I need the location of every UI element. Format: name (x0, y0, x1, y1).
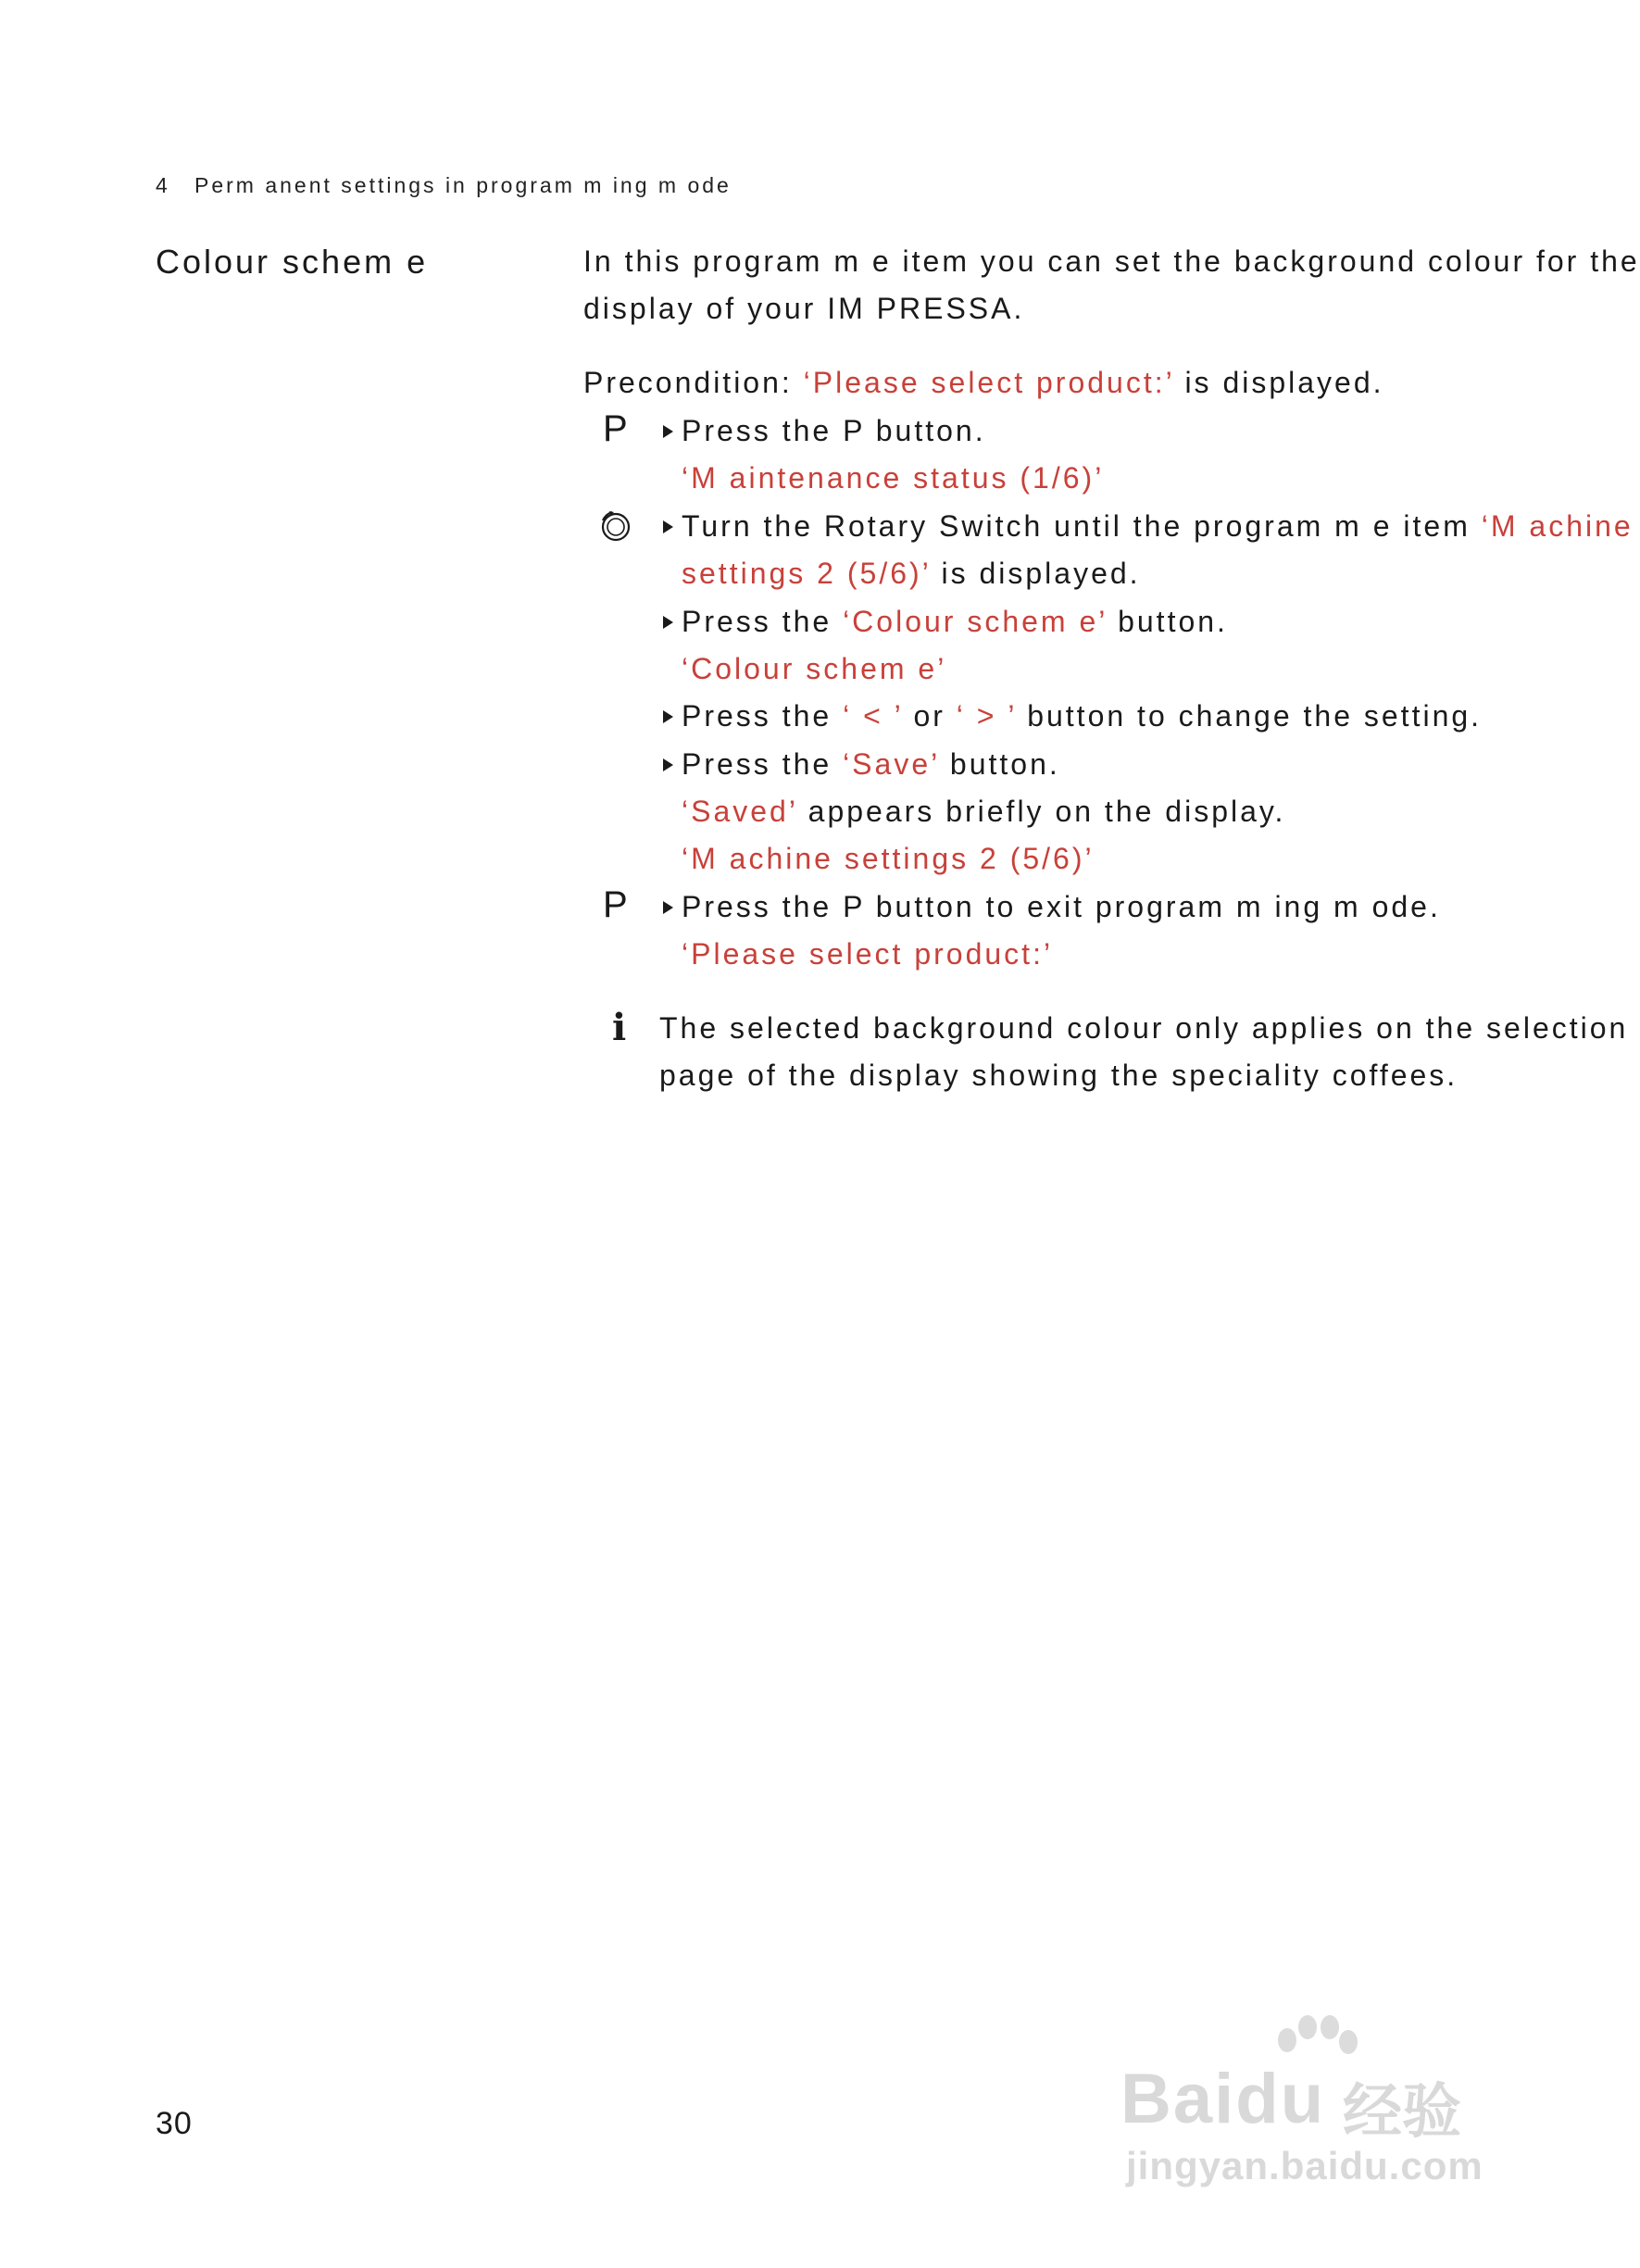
step-1-instruction: Press the P button. (663, 414, 986, 447)
step-5-result-2: ‘M achine settings 2 (5/6)’ (682, 842, 1095, 875)
step-4-instruction: Press the ‘ < ’ or ‘ > ’ button to change the setting. (663, 699, 1482, 733)
watermark-cn: 经验 (1343, 2078, 1461, 2147)
p-button-icon: P (603, 408, 628, 449)
note-line-2: page of the display showing the speciality coffees. (659, 1059, 1458, 1092)
watermark-url: jingyan.baidu.com (1126, 2144, 1484, 2187)
info-icon: i (612, 1006, 627, 1049)
precondition-suffix: is displayed. (1173, 366, 1384, 399)
bullet-arrow-icon (663, 520, 673, 533)
precondition-label: Precondition: (583, 366, 804, 399)
precondition-display: ‘Please select product:’ (803, 366, 1174, 399)
bullet-arrow-icon (663, 710, 673, 723)
step-3-instruction: Press the ‘Colour schem e’ button. (663, 605, 1228, 638)
chapter-number: 4 (156, 173, 170, 197)
step-1-result: ‘M aintenance status (1/6)’ (682, 461, 1105, 495)
p-button-icon: P (603, 884, 628, 925)
step-3-result: ‘Colour schem e’ (682, 652, 947, 685)
bullet-arrow-icon (663, 425, 673, 438)
note-line-1: The selected background colour only applies on the selection (659, 1011, 1629, 1045)
step-5-instruction: Press the ‘Save’ button. (663, 747, 1060, 781)
precondition (583, 366, 1384, 399)
section-title: Colour schem e (156, 243, 429, 281)
bullet-arrow-icon (663, 758, 673, 771)
step-6-result: ‘Please select product:’ (682, 937, 1054, 971)
step-5-result: ‘Saved’ appears briefly on the display. (682, 795, 1286, 828)
step-2-instruction: Turn the Rotary Switch until the program m e item ‘M achine (663, 509, 1634, 543)
rotary-switch-icon (597, 507, 634, 545)
chapter-title: Perm anent settings in program m ing m ode (194, 173, 732, 197)
step-2-instruction-cont: settings 2 (5/6)’ is displayed. (682, 557, 1141, 590)
page-number: 30 (156, 2106, 193, 2141)
watermark-brand: Baidu (1120, 2060, 1326, 2138)
intro-line-2: display of your IM PRESSA. (583, 292, 1025, 325)
baidu-watermark (1120, 2014, 1491, 2199)
intro-line-1: In this program m e item you can set the background colour for the (583, 244, 1640, 278)
bullet-arrow-icon (663, 901, 673, 914)
bullet-arrow-icon (663, 616, 673, 629)
step-6-instruction: Press the P button to exit program m ing m ode. (663, 890, 1441, 923)
